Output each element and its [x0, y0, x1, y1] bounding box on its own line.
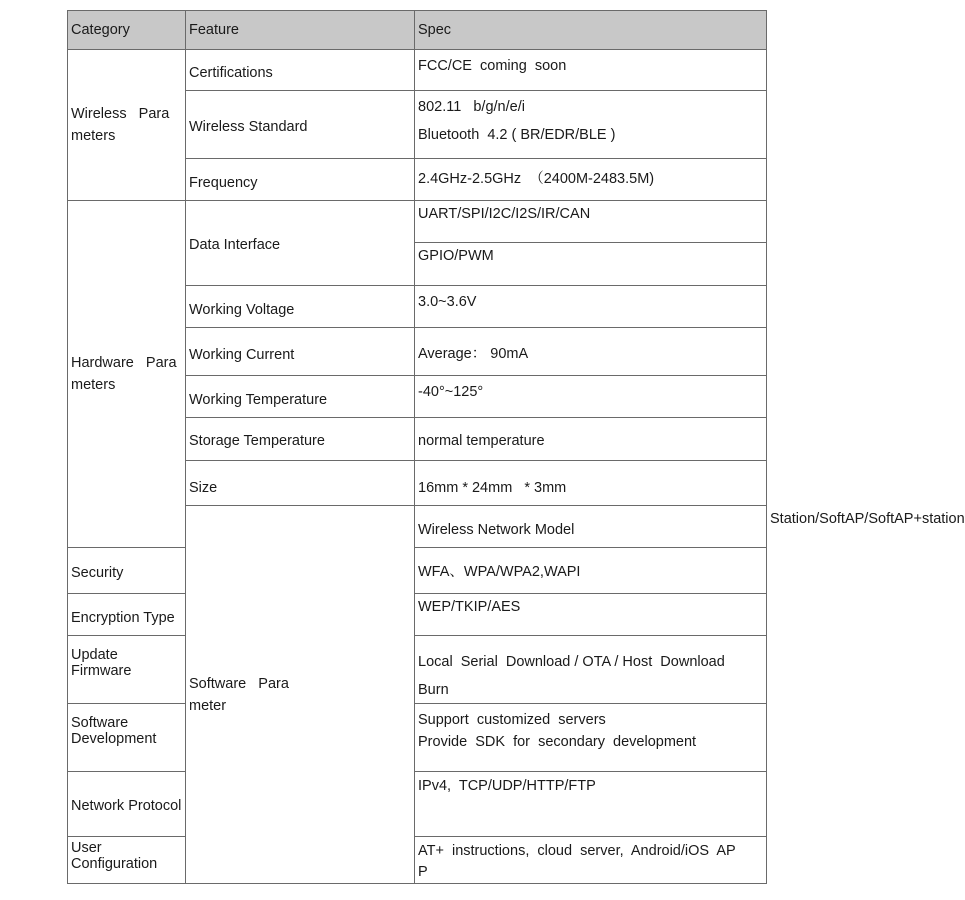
spec-cell: 16mm * 24mm * 3mm — [415, 461, 767, 506]
table-row — [68, 594, 767, 636]
feature-cell: Wireless Standard — [186, 91, 415, 159]
spec-cell: FCC/CE coming soon — [415, 50, 767, 91]
category-software: Software Para meter — [186, 506, 415, 884]
table-row — [68, 548, 767, 594]
feature-cell: Network Protocol — [68, 772, 186, 837]
feature-cell: Size — [186, 461, 415, 506]
feature-cell: Working Voltage — [186, 286, 415, 328]
feature-cell: Data Interface — [186, 201, 415, 286]
spec-cell: Average： 90mA — [415, 328, 767, 376]
category-wireless: Wireless Para meters — [68, 50, 186, 201]
spec-cell: UART/SPI/I2C/I2S/IR/CAN GPIO/PWM — [415, 201, 767, 286]
table-row — [68, 636, 767, 704]
header-category: Category — [68, 11, 186, 50]
spec-cell: WFA、WPA/WPA2,WAPI — [415, 548, 767, 594]
spec-cell: 2.4GHz-2.5GHz （2400M-2483.5M) — [415, 159, 767, 201]
spec-cell: -40°~125° — [415, 376, 767, 418]
table-row — [68, 704, 767, 772]
spec-cell: normal temperature — [415, 418, 767, 461]
table-row: Software Para meter Wireless Network Model Station/SoftAP/SoftAP+station — [68, 506, 767, 548]
feature-cell: Wireless Network Model — [415, 506, 767, 548]
feature-cell: Frequency — [186, 159, 415, 201]
spec-cell: WEP/TKIP/AES — [415, 594, 767, 636]
spec-cell: Local Serial Download / OTA / Host Download Burn — [415, 636, 767, 704]
table-row — [68, 50, 767, 91]
feature-cell: Security — [68, 548, 186, 594]
feature-cell: Encryption Type — [68, 594, 186, 636]
spec-table — [67, 10, 965, 884]
feature-cell: User Configuration — [68, 837, 186, 884]
table-row — [68, 201, 767, 286]
feature-cell: Storage Temperature — [186, 418, 415, 461]
feature-cell: Certifications — [186, 50, 415, 91]
table-row — [68, 837, 767, 884]
spec-cell: Support customized servers Provide SDK for secondary development — [415, 704, 767, 772]
spec-cell: IPv4, TCP/UDP/HTTP/FTP — [415, 772, 767, 837]
category-hardware: Hardware Para meters — [68, 201, 186, 548]
feature-cell: Working Current — [186, 328, 415, 376]
spec-cell: 3.0~3.6V — [415, 286, 767, 328]
feature-cell: Software Development — [68, 704, 186, 772]
feature-cell: Working Temperature — [186, 376, 415, 418]
header-row — [68, 11, 767, 50]
spec-cell: AT+ instructions, cloud server, Android/iOS AP P — [415, 837, 767, 884]
table-row — [68, 772, 767, 837]
header-spec: Spec — [415, 11, 767, 50]
feature-cell: Update Firmware — [68, 636, 186, 704]
header-feature: Feature — [186, 11, 415, 50]
spec-cell: 802.11 b/g/n/e/i Bluetooth 4.2 ( BR/EDR/BLE ) — [415, 91, 767, 159]
